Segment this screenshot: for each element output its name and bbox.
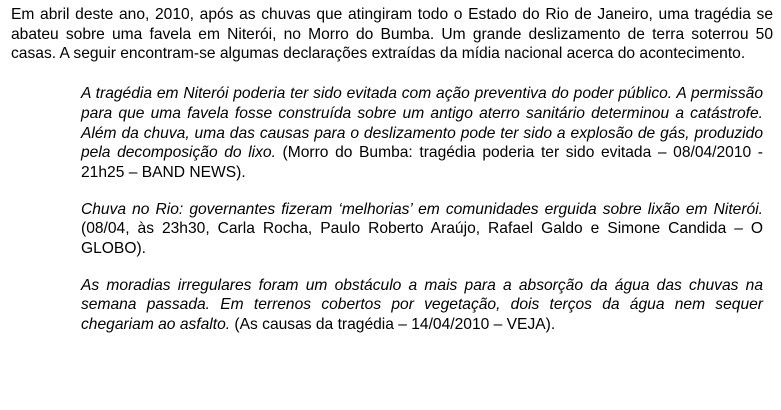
- quote-text: A tragédia em Niterói poderia ter sido evitada com ação preventiva do poder público. A permissão para que uma favela fosse construída sobre um antigo aterro sanitário determinou a catástrofe. Além da chuva, uma das causas para o deslizamento pode ter sido a explosão de gás, produzido pela decomposição do lixo.: [81, 85, 763, 162]
- quote-source: (As causas da tragédia – 14/04/2010 – VEJA).: [230, 316, 556, 334]
- quote-text: Chuva no Rio: governantes fizeram ‘melhorias’ em comunidades erguida sobre lixão em Niterói.: [81, 200, 763, 218]
- quote-source: (Morro do Bumba: tragédia poderia ter sido evitada – 08/04/2010 - 21h25 – BAND NEWS).: [81, 144, 763, 181]
- intro-paragraph: Em abril deste ano, 2010, após as chuvas que atingiram todo o Estado do Rio de Janeiro, uma tragédia se abateu sobre uma favela em Niterói, no Morro do Bumba. Um grande deslizamento de terra soterrou 50 casas. A seguir encontram-se algumas declarações extraídas da mídia nacional acerca do acontecimento.: [11, 6, 773, 63]
- quote-o-globo: [81, 200, 763, 259]
- quote-veja: [81, 276, 763, 335]
- quote-band-news: [81, 84, 763, 183]
- quote-source: (08/04, às 23h30, Carla Rocha, Paulo Roberto Araújo, Rafael Galdo e Simone Candida – O GLOBO).: [81, 220, 763, 258]
- quote-text: As moradias irregulares foram um obstáculo a mais para a absorção da água das chuvas na semana passada. Em terrenos cobertos por vegetação, dois terços da água nem sequer chegariam ao asfalto.: [81, 276, 763, 334]
